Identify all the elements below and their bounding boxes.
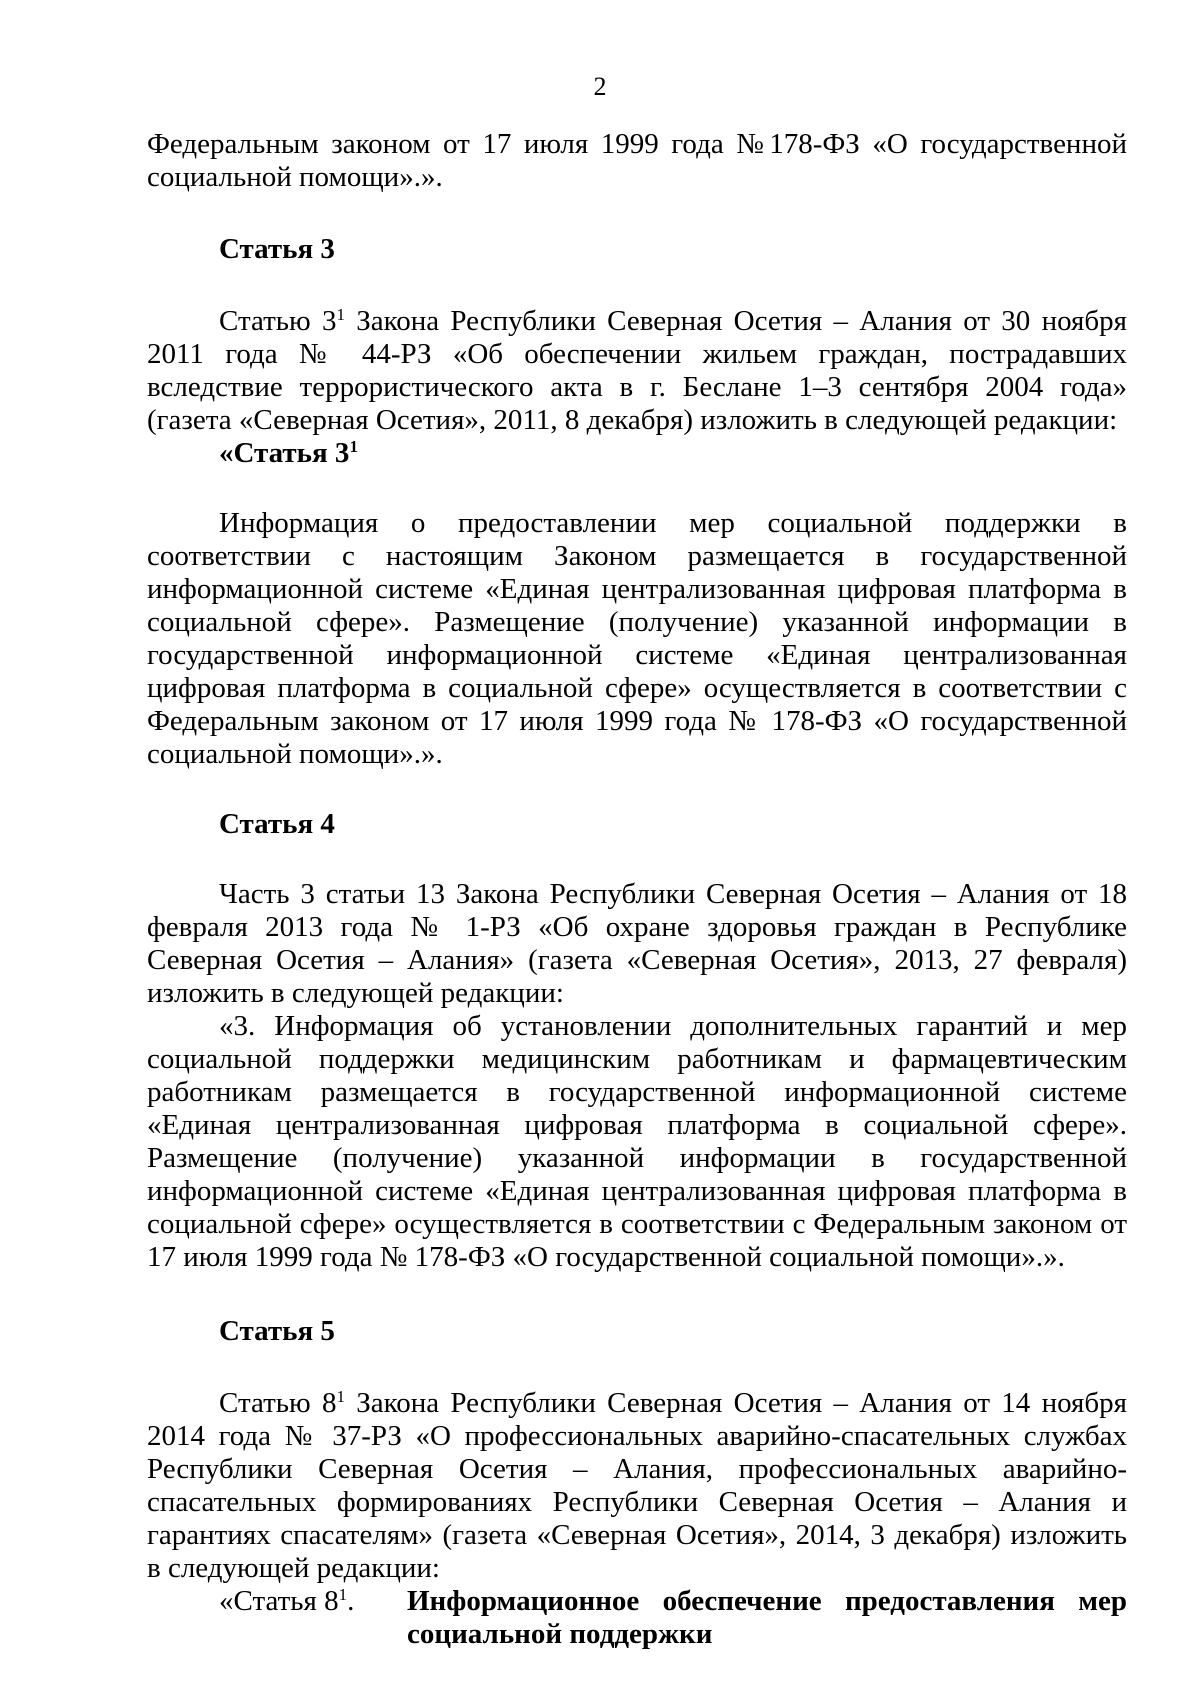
article-3-intro-superscript: 1: [336, 304, 345, 324]
article-5-intro: [147, 1387, 1127, 1585]
article-5-quoted-lead-end: .: [347, 1585, 355, 1617]
article-5-quoted-heading: [147, 1585, 1127, 1651]
article-4-body: «3. Информация об установлении дополнительных гарантий и мер социальной поддержки медицинским работникам и фармацевтическим работникам размещается в государственной информационной системе «Единая централизованная цифровая платформа в социальной сфере». Размещение (получение) указанной информации в государственной информационной системе «Единая централизованная цифровая платформа в социальной сфере» осуществляется в соответствии с Федеральным законом от 17 июля 1999 года № 178-ФЗ «О государственной социальной помощи».».: [147, 1010, 1127, 1273]
article-4-intro: Часть 3 статьи 13 Закона Республики Северная Осетия – Алания от 18 февраля 2013 года № 1-РЗ «Об охране здоровья граждан в Республике Северная Осетия – Алания» (газета «Северная Осетия», 2013, 27 февраля) изложить в следующей редакции:: [147, 878, 1127, 1009]
article-5-quoted-title: Информационное обеспечение предоставления мер социальной поддержки: [407, 1585, 1127, 1650]
article-3-intro-text: Закона Республики Северная Осетия – Алания от 30 ноября 2011 года № 44-РЗ «Об обеспечении жильем граждан, пострадавших вследствие террористического акта в г. Беслане 1–3 сентября 2004 года» (газета «Северная Осетия», 2011, 8 декабря) изложить в следующей редакции:: [147, 305, 1127, 436]
article-5-quoted-lead-text: «Статья 8: [219, 1585, 339, 1617]
article-5-heading: Статья 5: [219, 1315, 335, 1347]
document-body: [147, 128, 1127, 1651]
article-3-quoted-heading: [147, 437, 1127, 470]
article-5-intro-lead: Статью 8: [219, 1387, 337, 1419]
article-5-quoted-lead: [219, 1585, 407, 1651]
article-5-intro-superscript: 1: [336, 1386, 345, 1406]
article-4-heading: Статья 4: [219, 808, 335, 840]
article-5-quoted-lead-superscript: 1: [338, 1584, 348, 1604]
article-3-intro: [147, 305, 1127, 437]
article-3-intro-lead: Статью 3: [219, 305, 337, 337]
page-number: 2: [593, 72, 607, 101]
paragraph-continuation: Федеральным законом от 17 июля 1999 года №178-ФЗ «О государственной социальной помощи».».: [147, 128, 1127, 193]
article-3-heading: Статья 3: [219, 233, 335, 265]
article-3-body: Информация о предоставлении мер социальной поддержки в соответствии с настоящим Законом размещается в государственной информационной системе «Единая централизованная цифровая платформа в социальной сфере». Размещение (получение) указанной информации в государственной информационной системе «Единая централизованная цифровая платформа в социальной сфере» осуществляется в соответствии с Федеральным законом от 17 июля 1999 года № 178-ФЗ «О государственной социальной помощи».».: [147, 507, 1127, 770]
article-3-quoted-heading-superscript: 1: [349, 436, 358, 456]
article-5-intro-text: Закона Республики Северная Осетия – Алания от 14 ноября 2014 года № 37-РЗ «О профессиональных аварийно-спасательных службах Республики Северная Осетия – Алания, профессиональных аварийно-спасательных формированиях Республики Северная Осетия – Алания и гарантиях спасателям» (газета «Северная Осетия», 2014, 3 декабря) изложить в следующей редакции:: [147, 1387, 1127, 1584]
article-3-quoted-heading-text: «Статья 3: [219, 437, 350, 469]
